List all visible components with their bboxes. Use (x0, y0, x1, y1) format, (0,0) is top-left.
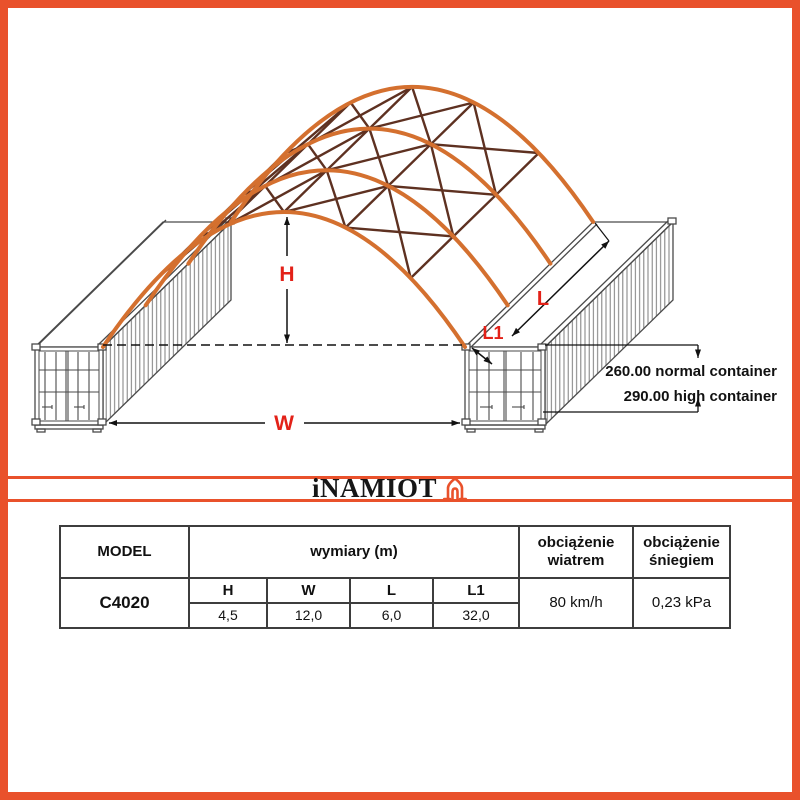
dim-col-h: H (189, 578, 267, 603)
spec-table (59, 525, 731, 629)
col-header-model: MODEL (60, 526, 189, 578)
dim-value-l1: 32,0 (433, 603, 519, 628)
annotation-normal-container: 260.00 normal container (605, 363, 777, 380)
logo-text: iNAMIOT (312, 472, 437, 503)
dim-label-l1: L1 (482, 323, 504, 343)
annotation-high-container: 290.00 high container (623, 388, 777, 405)
dim-value-l: 6,0 (350, 603, 433, 628)
snow-load-cell: 0,23 kPa (633, 578, 730, 628)
dim-value-w: 12,0 (267, 603, 350, 628)
dim-col-l: L (350, 578, 433, 603)
dim-label-h: H (279, 263, 295, 286)
tent-icon (442, 475, 468, 501)
dim-label-l: L (536, 288, 550, 310)
dim-label-w: W (274, 412, 294, 435)
col-header-snow-load: obciążenie śniegiem (633, 526, 730, 578)
logo-band (8, 472, 792, 503)
col-header-wind-load: obciążenie wiatrem (519, 526, 633, 578)
table-row (60, 578, 730, 603)
dim-col-l1: L1 (433, 578, 519, 603)
wind-load-cell: 80 km/h (519, 578, 633, 628)
model-cell: C4020 (60, 578, 189, 628)
dim-col-w: W (267, 578, 350, 603)
left-container (32, 218, 234, 432)
dim-value-h: 4,5 (189, 603, 267, 628)
col-header-dimensions: wymiary (m) (189, 526, 519, 578)
logo (312, 472, 468, 503)
